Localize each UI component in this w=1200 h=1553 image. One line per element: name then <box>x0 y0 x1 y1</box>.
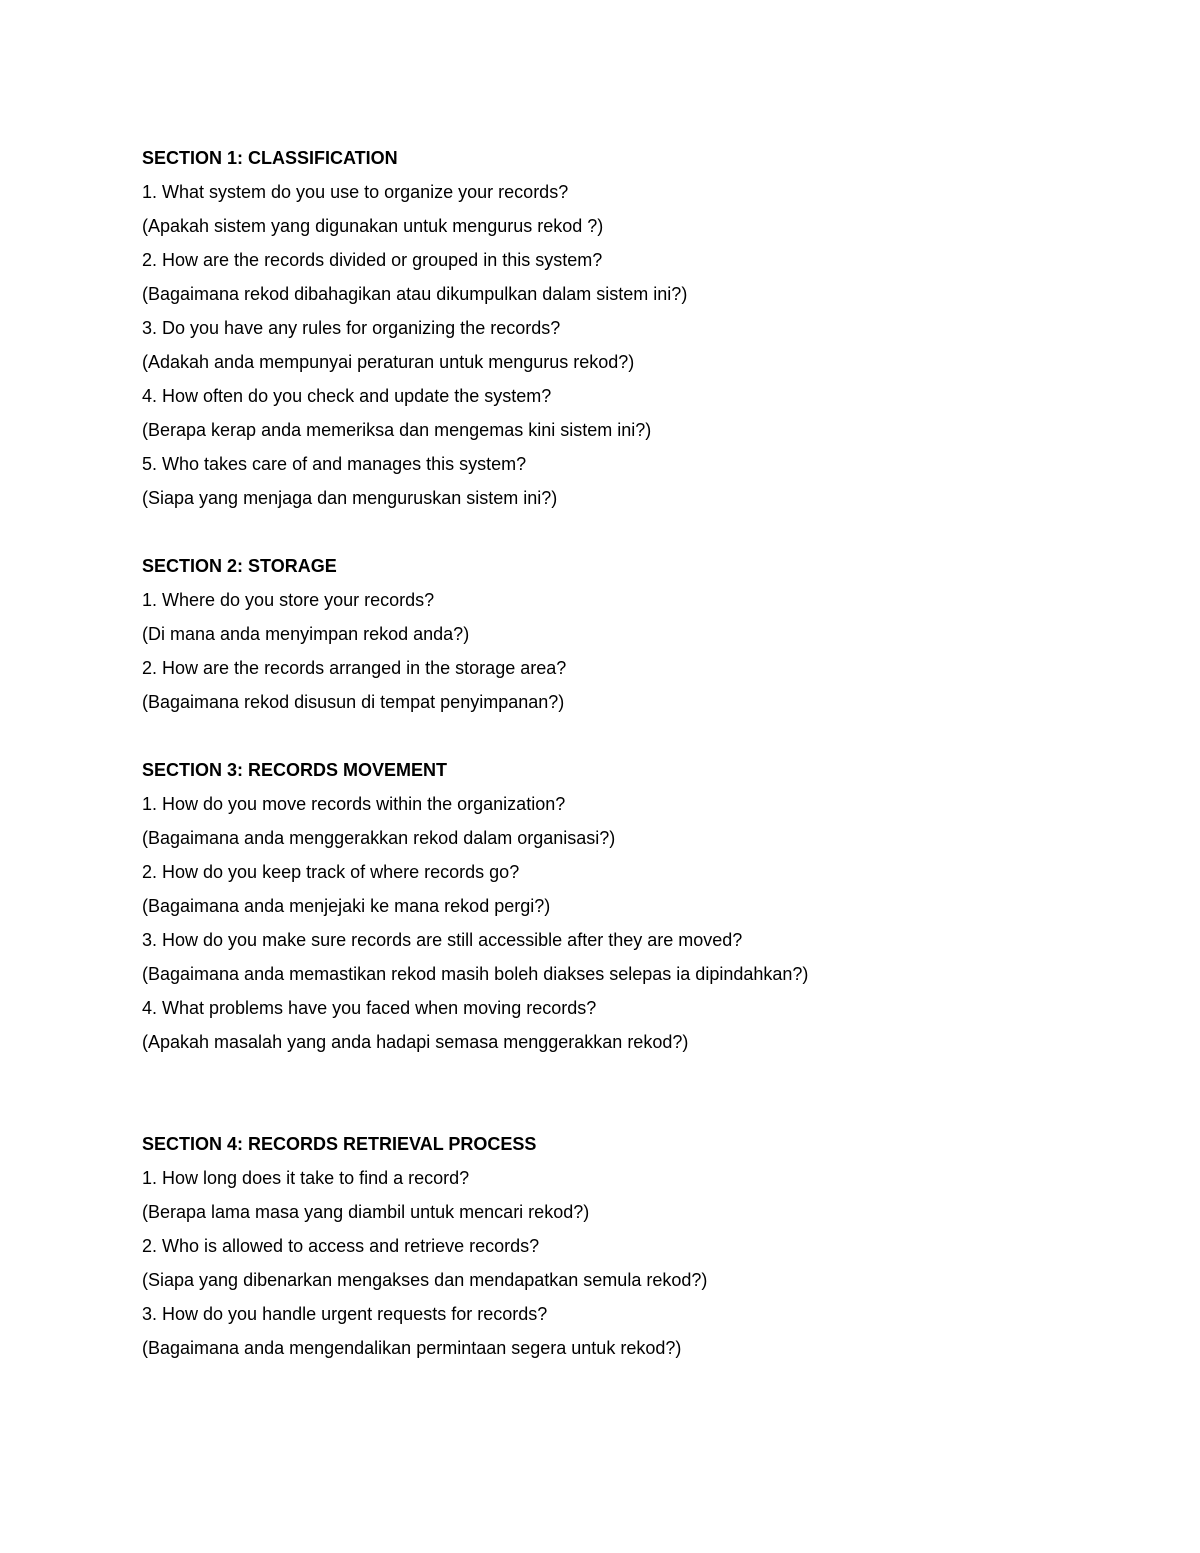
question-ms: (Siapa yang menjaga dan menguruskan sistem ini?) <box>142 488 558 508</box>
section-heading: SECTION 4: RECORDS RETRIEVAL PROCESS <box>142 1134 537 1154</box>
question-en: 1. How do you move records within the organization? <box>142 794 566 814</box>
question-en: 2. How are the records arranged in the storage area? <box>142 658 567 678</box>
question-en: 3. How do you make sure records are still accessible after they are moved? <box>142 930 743 950</box>
question-en: 2. How do you keep track of where records go? <box>142 862 520 882</box>
question-ms: (Bagaimana anda mengendalikan permintaan segera untuk rekod?) <box>142 1338 682 1358</box>
section-heading: SECTION 2: STORAGE <box>142 556 337 576</box>
question-ms: (Apakah sistem yang digunakan untuk mengurus rekod ?) <box>142 216 604 236</box>
section-heading: SECTION 1: CLASSIFICATION <box>142 148 398 168</box>
question-ms: (Siapa yang dibenarkan mengakses dan mendapatkan semula rekod?) <box>142 1270 708 1290</box>
section-heading: SECTION 3: RECORDS MOVEMENT <box>142 760 448 780</box>
question-en: 4. What problems have you faced when moving records? <box>142 998 597 1018</box>
question-en: 4. How often do you check and update the system? <box>142 386 552 406</box>
question-en: 2. Who is allowed to access and retrieve records? <box>142 1236 540 1256</box>
blank-lines <box>142 1059 1122 1127</box>
question-en: 3. How do you handle urgent requests for records? <box>142 1304 548 1324</box>
question-ms: (Berapa kerap anda memeriksa dan mengemas kini sistem ini?) <box>142 420 652 440</box>
question-en: 1. Where do you store your records? <box>142 590 435 610</box>
question-ms: (Adakah anda mempunyai peraturan untuk mengurus rekod?) <box>142 352 635 372</box>
section-storage <box>142 549 1122 719</box>
question-en: 5. Who takes care of and manages this system? <box>142 454 527 474</box>
question-ms: (Apakah masalah yang anda hadapi semasa menggerakkan rekod?) <box>142 1032 689 1052</box>
question-ms: (Bagaimana anda menggerakkan rekod dalam organisasi?) <box>142 828 616 848</box>
blank-line <box>142 515 1122 549</box>
question-en: 2. How are the records divided or grouped in this system? <box>142 250 603 270</box>
question-ms: (Di mana anda menyimpan rekod anda?) <box>142 624 470 644</box>
question-ms: (Bagaimana rekod disusun di tempat penyimpanan?) <box>142 692 565 712</box>
section-records-retrieval <box>142 1127 1122 1365</box>
question-ms: (Bagaimana anda memastikan rekod masih boleh diakses selepas ia dipindahkan?) <box>142 964 809 984</box>
question-en: 1. How long does it take to find a record? <box>142 1168 470 1188</box>
question-en: 3. Do you have any rules for organizing the records? <box>142 318 561 338</box>
question-ms: (Bagaimana anda menjejaki ke mana rekod pergi?) <box>142 896 551 916</box>
question-ms: (Bagaimana rekod dibahagikan atau dikumpulkan dalam sistem ini?) <box>142 284 688 304</box>
section-records-movement <box>142 753 1122 1059</box>
questionnaire-content <box>142 141 1122 1365</box>
question-ms: (Berapa lama masa yang diambil untuk mencari rekod?) <box>142 1202 590 1222</box>
blank-line <box>142 719 1122 753</box>
section-classification <box>142 141 1122 515</box>
question-en: 1. What system do you use to organize your records? <box>142 182 569 202</box>
